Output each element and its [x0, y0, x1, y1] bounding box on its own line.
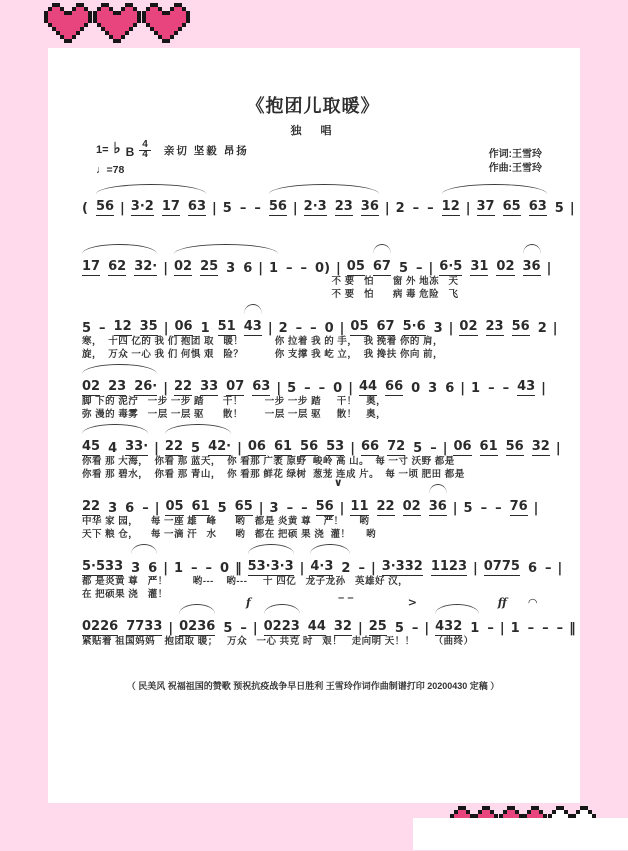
note-token: 5 — [82, 321, 92, 336]
pixel-heart-icon — [93, 3, 141, 43]
note-token: 53·3·3 — [247, 559, 294, 574]
dynamic-mark: ff — [497, 596, 507, 609]
note-token: 3 — [108, 501, 118, 516]
barline: | — [460, 381, 466, 396]
barline: ‖ — [235, 561, 242, 576]
note-token: 0 — [333, 381, 343, 396]
lyricist-credit: 作词:王雪玲 — [488, 149, 542, 160]
note-token: 43 — [243, 319, 262, 334]
note-token: 5 — [394, 621, 404, 636]
barline: | — [154, 441, 159, 456]
note-token: 61 — [479, 439, 498, 454]
slur-arc — [82, 424, 148, 434]
barline: | — [212, 201, 217, 216]
note-token: – — [240, 621, 247, 636]
barline: | — [336, 261, 341, 276]
note-token: 4·3 — [310, 559, 334, 574]
note-token: 5 — [217, 501, 227, 516]
note-token: – — [488, 381, 495, 396]
note-token: 4 — [108, 441, 118, 456]
lyrics-row: 旋， 万众 一心 我 们 何惧 艰 险？ 你 支撑 我 屹 立， 我 搀扶 你向 前， — [82, 348, 444, 360]
note-token: 5 — [413, 441, 423, 456]
note-token: – — [191, 561, 198, 576]
barline: | — [348, 381, 353, 396]
music-lines — [82, 192, 576, 649]
music-line — [82, 312, 558, 361]
lyrics-row: 都 是炎黄 尊 严！ 哟--- 哟--- 十 四亿 龙子龙孙 英雄好 汉， — [82, 576, 409, 587]
note-token: 12 — [113, 319, 132, 334]
note-token: – — [358, 561, 365, 576]
barline: | — [533, 501, 539, 516]
note-token: – — [480, 501, 488, 516]
note-token: 6 — [527, 561, 537, 576]
note-token: 63 — [528, 199, 547, 214]
note-token: 76 — [509, 499, 528, 514]
barline: | — [292, 201, 298, 216]
note-token: – — [416, 261, 423, 276]
note-token: ( — [82, 201, 88, 216]
dynamic-mark: ◠ — [527, 596, 538, 609]
slur-arc — [131, 544, 157, 554]
barline: | — [541, 381, 546, 396]
note-token: 0775 — [483, 559, 520, 574]
lyrics-row: 紧贴着 祖国妈妈 抱团取 暖； 万众 一心 共克 时 艰！ 走向明 天！！ （曲终） — [82, 636, 474, 647]
dynamic-mark: f — [246, 596, 251, 609]
key-signature — [96, 140, 249, 176]
note-token: 23 — [108, 379, 127, 394]
note-token: – — [495, 501, 502, 516]
slur-arc — [429, 484, 447, 494]
key-prefix: 1= — [96, 144, 109, 156]
note-token: – — [427, 201, 434, 216]
note-token: 35 — [139, 319, 158, 334]
barline: | — [370, 561, 376, 576]
barline: | — [339, 501, 345, 516]
note-token: 2 — [341, 561, 351, 576]
note-token: 31 — [470, 259, 489, 274]
notes-row — [82, 432, 561, 456]
note-token: – — [545, 561, 552, 576]
note-token: 36 — [428, 499, 447, 514]
note-token: 63 — [252, 379, 271, 394]
note-token: 0 — [220, 561, 230, 576]
barline: | — [252, 621, 258, 636]
note-token: 56 — [315, 499, 334, 514]
barline: | — [499, 621, 505, 636]
note-token: 0223 — [263, 619, 300, 634]
note-token: 06 — [174, 319, 193, 334]
barline: | — [546, 261, 552, 276]
note-token: 61 — [273, 439, 293, 454]
note-token: 43 — [517, 379, 536, 394]
note-token: 17 — [161, 199, 180, 214]
notes-row — [82, 372, 544, 396]
note-token: – — [239, 201, 247, 216]
note-token: 6·5 — [439, 259, 463, 274]
tempo-bpm: ♩=78 — [96, 164, 125, 176]
note-token: 5 — [191, 441, 201, 456]
barline: | — [357, 621, 363, 636]
barline: | — [555, 441, 561, 456]
note-token: – — [301, 501, 308, 516]
note-token: 67 — [376, 319, 395, 334]
note-token: 56 — [300, 439, 319, 454]
slur-arc — [82, 244, 157, 254]
slur-arc — [244, 304, 262, 314]
note-token: 23 — [334, 199, 353, 214]
note-token: 5 — [222, 201, 232, 216]
note-token: 25 — [200, 259, 219, 274]
note-token: 432 — [435, 619, 463, 634]
note-token: 32 — [531, 439, 550, 454]
note-token: 2 — [278, 321, 288, 336]
note-token: 36 — [522, 259, 541, 274]
note-token: 56 — [505, 439, 524, 454]
slur-arc — [310, 544, 350, 554]
note-token: 56 — [511, 319, 530, 334]
note-token: 22 — [82, 499, 101, 514]
slur-arc — [179, 604, 215, 614]
dynamic-mark: ∨ — [333, 476, 343, 489]
music-line — [82, 596, 576, 649]
note-token: – — [310, 321, 317, 336]
note-token: 5 — [554, 201, 564, 216]
note-token: 05 — [165, 499, 184, 514]
lyrics-row: 弥 漫的 毒雾 一层 一层 驱 散！ 一层 一层 驱 散！ 奥， — [82, 408, 387, 420]
note-token: 66 — [385, 379, 404, 394]
note-token: – — [300, 261, 308, 276]
note-token: 33 — [200, 379, 219, 394]
barline: | — [299, 561, 305, 576]
lyrics-row: 在 把硕果 浇 灌！ — [82, 588, 168, 600]
note-token: 2·3 — [303, 199, 327, 214]
note-token: 5·533 — [82, 559, 124, 574]
note-token: 56 — [95, 199, 115, 214]
barline: | — [258, 501, 264, 516]
flat-icon: ♭ — [113, 140, 121, 157]
tempo-words: 亲切 坚毅 昂扬 — [163, 144, 249, 157]
note-token: 05 — [350, 319, 369, 334]
slur-arc — [174, 244, 278, 254]
note-token: 0) — [315, 261, 331, 276]
pixel-heart-icon — [44, 3, 92, 43]
barline: | — [237, 441, 242, 456]
note-token: 1 — [200, 321, 210, 336]
note-token: 65 — [502, 199, 521, 214]
lyrics-row: 你看 那 大海， 你看 那 蓝天， 你 看那 广袤 原野 峻岭 高 山。 每 一寸 沃野 都是 — [82, 456, 455, 467]
note-token: 3·2 — [130, 199, 154, 214]
notes-row — [82, 252, 552, 276]
note-token: 02 — [496, 259, 515, 274]
note-token: 5 — [223, 621, 233, 636]
time-signature: $\frac{4}{4}$ — [139, 140, 151, 160]
note-token: 07 — [226, 379, 245, 394]
note-token: 0236 — [179, 619, 216, 634]
note-token: – — [430, 441, 437, 456]
notes-row — [82, 476, 544, 516]
note-token: 7733 — [126, 619, 163, 634]
note-token: – — [556, 621, 564, 636]
note-token: 33· — [125, 439, 149, 454]
barline: | — [163, 261, 168, 276]
note-token: – — [286, 261, 293, 276]
note-token: 3 — [226, 261, 236, 276]
note-token: – — [412, 201, 420, 216]
note-token: – — [527, 621, 535, 636]
note-token: – — [411, 621, 419, 636]
barline: | — [154, 501, 160, 516]
note-token: 26· — [134, 379, 158, 394]
note-token: 51 — [217, 319, 236, 334]
lyrics-row: 不 要 怕 病 毒 危险 飞 — [331, 288, 459, 300]
key-letter: B — [125, 145, 135, 159]
note-token: 1 — [510, 621, 520, 636]
note-token: 62 — [108, 259, 127, 274]
note-token: 56 — [268, 199, 287, 214]
notes-row — [82, 192, 575, 216]
dynamic-mark: > — [407, 596, 417, 609]
note-token: 17 — [82, 259, 101, 274]
barline: | — [424, 621, 430, 636]
solo-label: 独 唱 — [290, 125, 336, 137]
note-token: 1 — [471, 381, 481, 396]
meta-row — [82, 140, 544, 192]
note-token: 5 — [287, 381, 297, 396]
note-token: 61 — [191, 499, 210, 514]
music-line — [82, 192, 575, 216]
slur-arc — [248, 544, 294, 554]
note-token: 36 — [360, 199, 379, 214]
note-token: 45 — [82, 439, 101, 454]
note-token: 5·6 — [402, 319, 426, 334]
note-token: 23 — [485, 319, 504, 334]
note-token: 0226 — [82, 619, 119, 634]
slur-arc — [373, 244, 391, 254]
note-token: 06 — [453, 439, 472, 454]
note-token: – — [502, 381, 510, 396]
note-token: 3 — [269, 501, 279, 516]
note-token: 1 — [269, 261, 279, 276]
barline: | — [163, 321, 169, 336]
note-token: 37 — [476, 199, 495, 214]
note-token: 12 — [441, 199, 460, 214]
barline: | — [258, 261, 263, 276]
note-token: 5 — [398, 261, 409, 276]
note-token: – — [142, 501, 149, 516]
note-token: 02 — [173, 259, 193, 274]
note-token: 22 — [376, 499, 395, 514]
note-token: 22 — [164, 439, 184, 454]
note-token: 44 — [358, 379, 378, 394]
notes-row — [82, 312, 558, 336]
note-token: – — [295, 321, 303, 336]
note-token: 44 — [307, 619, 326, 634]
note-token: – — [318, 381, 326, 396]
note-token: – — [304, 381, 311, 396]
barline: | — [442, 441, 448, 456]
music-line — [82, 372, 544, 421]
note-token: 1123 — [430, 559, 468, 574]
note-token: 22 — [173, 379, 193, 394]
credits — [489, 148, 542, 176]
music-line — [82, 252, 552, 301]
note-token: – — [487, 621, 494, 636]
note-token: 3 — [131, 561, 141, 576]
barline: | — [276, 381, 282, 396]
composer-credit: 作曲:王雪玲 — [488, 163, 542, 174]
note-token: 2 — [395, 201, 405, 216]
slur-arc — [435, 604, 479, 614]
note-token: 32· — [134, 259, 158, 274]
barline: | — [569, 201, 575, 216]
barline: | — [267, 321, 273, 336]
note-token: 25 — [368, 619, 387, 634]
note-token: – — [254, 201, 261, 216]
note-token: 2 — [537, 321, 547, 336]
note-token: 1 — [173, 561, 184, 576]
note-token: – — [286, 501, 294, 516]
barline: | — [557, 561, 563, 576]
slur-arc — [264, 604, 300, 614]
barline: | — [163, 381, 168, 396]
barline: | — [350, 441, 355, 456]
lyrics-row: 你看 那 碧水， 你看 那 青山， 你 看那 鲜花 绿树 葱茏 连成 片。 每 一顷 肥田 都是 — [82, 468, 465, 480]
note-token: 11 — [350, 499, 369, 514]
note-token: 6 — [125, 501, 135, 516]
sheet-music-page — [48, 48, 580, 803]
music-line — [82, 552, 563, 601]
note-token: 32 — [333, 619, 352, 634]
note-token: 6 — [445, 381, 455, 396]
note-token: 02 — [459, 319, 478, 334]
lyrics-row: 天下 粮 仓， 每 一滴 汗 水 哟 都在 把硕 果 浇 灌！ 哟 — [82, 528, 377, 540]
note-token: – — [99, 321, 106, 336]
barline: | — [339, 321, 345, 336]
slur-arc — [165, 424, 231, 434]
note-token: 67 — [372, 259, 391, 274]
barline: | — [552, 321, 558, 336]
note-token: 63 — [187, 199, 207, 214]
note-token: 05 — [346, 259, 365, 274]
barline: ‖ — [569, 621, 576, 636]
dynamic-mark: ‾ ‾ — [338, 596, 354, 609]
note-token: 02 — [402, 499, 421, 514]
note-token: 0 — [411, 381, 421, 396]
note-token: 6 — [148, 561, 158, 576]
barline: | — [384, 201, 390, 216]
note-token: – — [205, 561, 213, 576]
lyrics-row: 中华 家 园， 每 一座 雄 峰 哟 都是 炎黄 尊 严！ 哟 — [82, 516, 370, 527]
note-token: 02 — [82, 379, 101, 394]
song-title: 《抱团儿取暖》 — [246, 96, 380, 116]
barline: | — [465, 201, 471, 216]
note-token: 1 — [470, 621, 480, 636]
note-token: 42· — [208, 439, 232, 454]
notes-row — [82, 596, 576, 636]
music-line — [82, 432, 561, 481]
note-token: 6 — [243, 261, 253, 276]
slur-arc — [523, 244, 541, 254]
note-token: 3·332 — [381, 559, 423, 574]
note-token: 66 — [360, 439, 380, 454]
lyrics-row: 不 要 怕 窗 外 地冻 天 — [331, 276, 459, 287]
corner-white-box — [413, 818, 628, 850]
barline: | — [452, 501, 458, 516]
note-token: 3 — [433, 321, 443, 336]
note-token: 0 — [324, 321, 334, 336]
lyrics-row: 脚 下的 泥泞 一步 一步 踏 干！ 一步 一步 踏 干！ 奥， — [82, 396, 387, 407]
lyrics-row: 寒， 十四 亿的 我 们 抱团 取 暖！ 你 拉着 我 的 手， 我 挽着 你的 肩， — [82, 336, 444, 347]
note-token: 5 — [463, 501, 473, 516]
note-token: 65 — [234, 499, 253, 514]
barline: | — [448, 321, 454, 336]
note-token: 06 — [247, 439, 266, 454]
barline: | — [473, 561, 478, 576]
note-token: 72 — [387, 439, 406, 454]
barline: | — [168, 621, 174, 636]
note-token: 53 — [326, 439, 345, 454]
note-token: – — [542, 621, 549, 636]
notes-row — [82, 552, 563, 576]
footer-note: （ 民美风 祝福祖国的赞歌 预祝抗疫战争早日胜利 王雪玲作词作曲制谱打印 20200430 定稿 ） — [126, 680, 500, 691]
note-token: 3 — [428, 381, 438, 396]
slur-arc — [82, 364, 157, 374]
pixel-heart-icon — [142, 3, 190, 43]
barline: | — [163, 561, 168, 576]
barline: | — [120, 201, 125, 216]
barline: | — [428, 261, 434, 276]
music-line — [82, 476, 544, 541]
